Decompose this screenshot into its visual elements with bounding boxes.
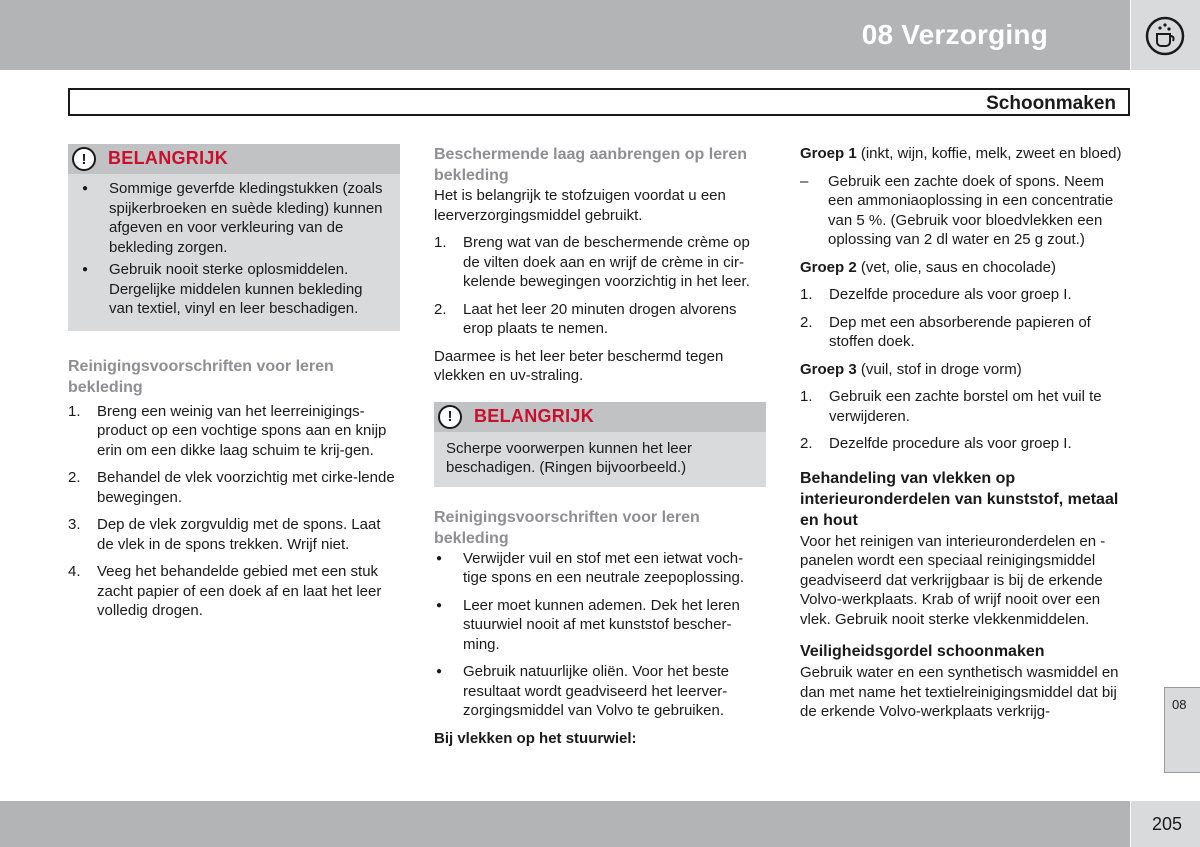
step-number: 4.: [68, 563, 81, 580]
group-label: [800, 360, 1133, 380]
group-name: Groep 2: [800, 258, 857, 276]
group-description: (vuil, stof in droge vorm): [856, 360, 1022, 378]
important-list: [68, 174, 400, 319]
step-text: Breng een weinig van het leerreinigings-product op een vochtige spons aan en knijp erin om een dikke laag schuim te krij-gen.: [97, 402, 387, 459]
step-text: Breng wat van de beschermende crème op de vilten doek aan en wrijf de crème in cir-kelende bewegingen voorzichtig in het leer.: [463, 234, 750, 290]
chapter-icon-box: [1131, 0, 1200, 70]
exclamation-icon: !: [438, 405, 462, 429]
step-text: Dezelfde procedure als voor groep I.: [829, 435, 1072, 452]
subheading: Beschermende laag aanbrengen op leren bekleding: [434, 146, 747, 184]
subheading: Behandeling van vlekken op interieuronderdelen van kunststof, metaal en hout: [800, 469, 1119, 529]
important-box: [68, 144, 400, 331]
care-icon: [1144, 16, 1186, 56]
bold-caption: Bij vlekken op het stuurwiel:: [434, 729, 637, 747]
step-text: Behandel de vlek voorzichtig met cirke-lende bewegingen.: [97, 469, 395, 506]
step-number: 1.: [68, 402, 81, 420]
step-number: 1.: [434, 234, 447, 251]
step-number: 2.: [434, 300, 447, 318]
step-text: Dezelfde procedure als voor groep I.: [829, 286, 1072, 303]
section-header: [68, 88, 1130, 116]
group-label: [800, 258, 1133, 278]
chapter-header-bar: [0, 0, 1130, 70]
list-item: [800, 285, 1133, 305]
page-number: 205: [1151, 814, 1182, 834]
important-text: Scherpe voorwerpen kunnen het leer beschadigen. (Ringen bijvoorbeeld.): [446, 439, 692, 476]
paragraph: Het is belangrijk te stofzuigen voordat u een leerverzorgingsmiddel gebruikt.: [434, 187, 726, 224]
paragraph: Voor het reinigen van interieuronderdelen en -panelen wordt een speciaal reinigingsmiddel geadviseerd dat verkrijgbaar is bij de erkende Volvo-werkplaats. Krab of wrijf nooit over een vlek. Gebruik nooit sterke vlekkenmiddelen.: [800, 532, 1106, 628]
group-name: Groep 1: [800, 145, 857, 162]
list-item: [800, 313, 1133, 352]
step-text: Dep met een absorberende papieren of stoffen doek.: [829, 313, 1091, 350]
list-item: [434, 300, 766, 339]
step-list: [68, 402, 400, 621]
right-column: [800, 144, 1133, 730]
step-list: [800, 387, 1133, 454]
step-text: Dep de vlek zorgvuldig met de spons. Laat de vlek in de spons trekken. Wrijf niet.: [97, 516, 381, 553]
step-number: 2.: [800, 435, 813, 452]
left-column: [68, 144, 400, 629]
important-box: [434, 402, 766, 487]
important-header: [434, 402, 766, 432]
chapter-tab[interactable]: [1164, 687, 1200, 773]
dash-list: [800, 172, 1133, 250]
page-number-box: [1131, 801, 1200, 847]
important-header: [68, 144, 400, 174]
subheading: Reinigingsvoorschriften voor leren bekleding: [68, 357, 334, 396]
subheading: Reinigingsvoorschriften voor leren bekleding: [434, 508, 700, 547]
list-item: ● Verwijder vuil en stof met een ietwat voch-tige spons en een neutrale zeepoplossing.: [434, 549, 766, 588]
step-text: Veeg het behandelde gebied met een stuk zacht papier of een doek af en laat het leer volledig drogen.: [97, 563, 382, 619]
list-item: [68, 515, 400, 554]
chapter-title: 08 Verzorging: [861, 19, 1048, 50]
list-item: [434, 233, 766, 292]
section-title: Schoonmaken: [986, 93, 1116, 114]
step-number: 2.: [800, 313, 813, 331]
step-number: 2.: [68, 469, 81, 486]
step-number: 1.: [800, 388, 813, 405]
list-item: ● Gebruik natuurlijke oliën. Voor het beste resultaat wordt geadviseerd het leerver-zorgingsmiddel van Volvo te gebruiken.: [434, 662, 766, 721]
paragraph: Gebruik water en een synthetisch wasmiddel en dan met name het textielreinigingsmiddel dat bij de erkende Volvo-werkplaats verkrijg-: [800, 664, 1119, 720]
middle-column: [434, 144, 766, 748]
bullet-list: [434, 549, 766, 721]
important-title: BELANGRIJK: [108, 148, 229, 169]
list-item: ● Gebruik nooit sterke oplosmiddelen. Dergelijke middelen kunnen bekleding van textiel, vinyl en leer beschadigen.: [80, 260, 390, 319]
list-item: [68, 402, 400, 461]
group-label: [800, 144, 1133, 164]
step-text: Gebruik een zachte borstel om het vuil te verwijderen.: [829, 388, 1102, 425]
step-number: 1.: [800, 286, 813, 303]
list-item: [800, 387, 1133, 426]
step-number: 3.: [68, 516, 81, 533]
important-title: BELANGRIJK: [474, 405, 595, 426]
subheading: Veiligheidsgordel schoonmaken: [800, 643, 1045, 660]
step-list: [434, 233, 766, 339]
step-list: [800, 285, 1133, 352]
list-item: ● Sommige geverfde kledingstukken (zoals spijkerbroeken en suède kleding) kunnen afgeven en voor verkleuring van de bekleding zorgen.: [80, 179, 390, 257]
group-description: (inkt, wijn, koffie, melk, zweet en bloed): [856, 145, 1122, 162]
group-name: Groep 3: [800, 360, 857, 378]
list-item: [68, 468, 400, 507]
list-item: [800, 434, 1133, 454]
chapter-tab-label: 08: [1172, 697, 1187, 712]
exclamation-icon: !: [72, 147, 96, 171]
list-item: ● Leer moet kunnen ademen. Dek het leren stuurwiel nooit af met kunststof bescher-ming.: [434, 596, 766, 655]
footer-bar: [0, 801, 1130, 847]
step-text: Laat het leer 20 minuten drogen alvorens erop plaats te nemen.: [463, 300, 737, 337]
group-description: (vet, olie, saus en chocolade): [856, 258, 1056, 276]
list-item: – Gebruik een zachte doek of spons. Neem een ammoniaoplossing in een concentratie van 5 %. (Gebruik voor bloedvlekken een oplossing van 2 dl water en 25 g zout.): [800, 172, 1133, 250]
paragraph: Daarmee is het leer beter beschermd tegen vlekken en uv-straling.: [434, 347, 724, 384]
list-item: [68, 562, 400, 621]
